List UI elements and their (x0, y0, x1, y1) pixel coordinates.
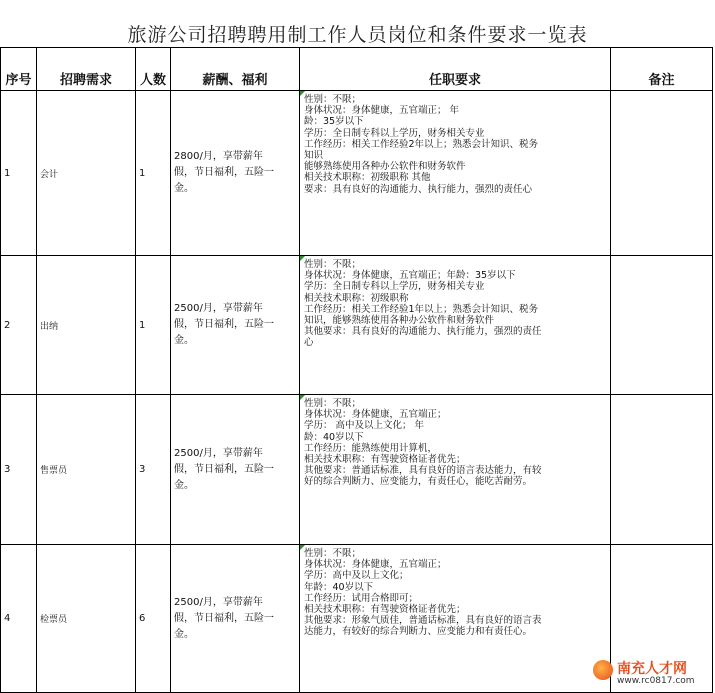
cell-salary[interactable] (171, 545, 300, 693)
requirement-line: 身体状况：身体健康，五官端正； (304, 559, 447, 571)
site-logo-icon (593, 660, 613, 680)
cell-requirements[interactable] (300, 545, 611, 693)
requirement-line: 性别：不限； (304, 259, 362, 270)
cell-position[interactable]: 会计 (37, 91, 136, 256)
comment-marker-icon (300, 256, 305, 261)
watermark-brand: 南充人才网 (617, 661, 687, 677)
table-row (1, 91, 713, 256)
requirement-line: 身体状况：身体健康，五官端正； 年 (304, 105, 460, 117)
requirement-line: 学历： 高中及以上文化； 年 (304, 420, 425, 432)
header-no[interactable]: 序号 (1, 48, 37, 91)
watermark-url: www.rc0817.com (617, 676, 695, 686)
cell-requirements[interactable] (300, 91, 611, 256)
requirement-line: 相关技术职称：初级职称 (304, 292, 409, 304)
requirement-line: 其他要求：形象气质佳，普通话标准，具有良好的语言表 (304, 615, 542, 627)
salary-line: 假，节日福利，五险一 (174, 319, 274, 330)
requirement-line: 相关技术职称：有驾驶资格证者优先； (304, 604, 466, 616)
salary-line: 2800/月，享带薪年 (174, 151, 263, 162)
cell-count[interactable]: 6 (136, 545, 171, 693)
requirement-line: 相关技术职称：有驾驶资格证者优先； (304, 454, 466, 466)
header-remark[interactable]: 备注 (611, 48, 713, 91)
salary-line: 假，节日福利，五险一 (174, 167, 274, 178)
salary-line: 2500/月，享带薪年 (174, 596, 263, 608)
requirement-line: 工作经历：相关工作经验1年以上；熟悉会计知识、税务 (304, 303, 539, 315)
requirement-line: 学历：全日制专科以上学历，财务相关专业 (304, 127, 485, 139)
requirement-line: 能够熟练使用各种办公软件和财务软件 (304, 161, 466, 173)
cell-no[interactable]: 2 (1, 256, 37, 395)
requirement-line: 工作经历：能熟练使用计算机， (304, 442, 438, 454)
cell-position[interactable]: 售票员 (37, 395, 136, 545)
requirement-line: 学历：高中及以上文化； (304, 570, 409, 582)
cell-requirements[interactable] (300, 256, 611, 395)
cell-salary[interactable] (171, 395, 300, 545)
salary-line: 金。 (174, 479, 194, 491)
header-salary[interactable]: 薪酬、福利 (171, 48, 300, 91)
salary-line: 金。 (174, 183, 194, 194)
requirement-line: 相关技术职称：初级职称 其他 (304, 172, 431, 184)
table-row (1, 395, 713, 545)
cell-remark[interactable] (611, 256, 713, 395)
header-row (1, 48, 713, 91)
comment-marker-icon (300, 545, 305, 550)
table-row (1, 256, 713, 395)
requirement-line: 工作经历：相关工作经验2年以上；熟悉会计知识、税务 (304, 138, 539, 150)
requirement-line: 身体状况：身体健康，五官端正； (304, 409, 447, 421)
requirement-line: 年龄：40岁以下 (304, 581, 374, 593)
requirement-line: 工作经历：试用合格即可； (304, 592, 419, 604)
comment-marker-icon (300, 395, 305, 400)
requirement-line: 其他要求：普通话标准，具有良好的语言表达能力，有较 (304, 465, 542, 477)
requirement-line: 知识，能够熟练使用各种办公软件和财务软件 (304, 315, 495, 327)
requirement-line: 性别：不限； (304, 398, 362, 409)
salary-line: 假，节日福利，五险一 (174, 463, 274, 475)
page-title: 旅游公司招聘聘用制工作人员岗位和条件要求一览表 (127, 24, 588, 46)
requirement-line: 好的综合判断力、应变能力，有责任心，能吃苦耐劳。 (304, 476, 533, 488)
recruitment-table (0, 47, 713, 693)
requirement-line: 性别：不限； (304, 548, 362, 559)
requirement-line: 学历：全日制专科以上学历，财务相关专业 (304, 281, 485, 293)
salary-line: 2500/月，享带薪年 (174, 447, 263, 459)
requirement-line: 心 (304, 337, 314, 349)
requirement-line: 身体状况：身体健康，五官端正；年龄：35岁以下 (304, 270, 516, 282)
cell-salary[interactable] (171, 256, 300, 395)
requirement-line: 龄：40岁以下 (304, 431, 364, 443)
cell-count[interactable]: 1 (136, 256, 171, 395)
cell-salary[interactable] (171, 91, 300, 256)
requirement-line: 其他要求：具有良好的沟通能力、执行能力，强烈的责任 (304, 326, 542, 338)
cell-no[interactable]: 4 (1, 545, 37, 693)
header-position[interactable]: 招聘需求 (37, 48, 136, 91)
cell-no[interactable]: 3 (1, 395, 37, 545)
salary-line: 假，节日福利，五险一 (174, 612, 274, 624)
requirement-line: 性别：不限； (304, 94, 362, 105)
cell-count[interactable]: 3 (136, 395, 171, 545)
salary-line: 2500/月，享带薪年 (174, 303, 263, 314)
cell-remark[interactable] (611, 91, 713, 256)
cell-requirements[interactable] (300, 395, 611, 545)
site-watermark (593, 656, 711, 690)
requirement-line: 要求：具有良好的沟通能力、执行能力，强烈的责任心 (304, 183, 533, 195)
cell-position[interactable]: 检票员 (37, 545, 136, 693)
salary-line: 金。 (174, 335, 194, 346)
header-requirements[interactable]: 任职要求 (300, 48, 611, 91)
salary-line: 金。 (174, 628, 194, 640)
cell-no[interactable]: 1 (1, 91, 37, 256)
requirement-line: 龄：35岁以下 (304, 116, 364, 128)
comment-marker-icon (300, 91, 305, 96)
cell-position[interactable]: 出纳 (37, 256, 136, 395)
cell-count[interactable]: 1 (136, 91, 171, 256)
requirement-line: 达能力，有较好的综合判断力、应变能力和有责任心。 (304, 626, 533, 638)
requirement-line: 知识 (304, 150, 324, 162)
cell-remark[interactable] (611, 395, 713, 545)
header-count[interactable]: 人数 (136, 48, 171, 91)
